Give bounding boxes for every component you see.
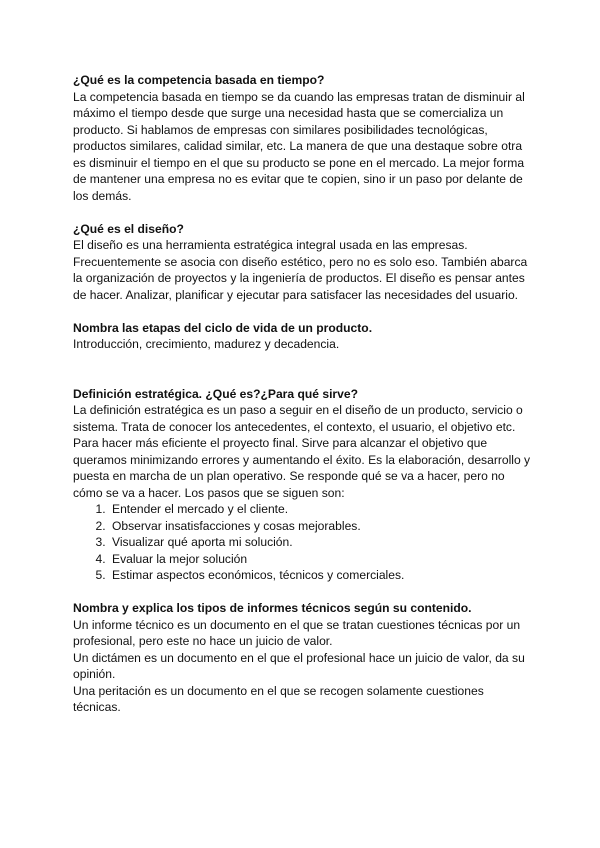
list-item: 5. Estimar aspectos económicos, técnicos y comerciales. xyxy=(109,567,533,584)
section-paragraph: Un dictámen es un documento en el que el profesional hace un juicio de valor, da su opinión. xyxy=(73,650,525,681)
section-ciclo-vida xyxy=(73,320,533,353)
section-paragraph: La competencia basada en tiempo se da cuando las empresas tratan de disminuir al máximo el tiempo desde que surge una necesidad hasta que se comercializa un producto. Si hablamos de empresas con similares posibilidades tecnológicas, productos similares, calidad similar, etc. La manera de que una destaque sobre otra es disminuir el tiempo en el que su producto se pone en el mercado. La mejor forma de mantener una empresa no es evitar que te copien, sino ir un paso por delante de los demás. xyxy=(73,89,525,203)
section-definicion-estrategica xyxy=(73,386,533,584)
section-informes-tecnicos xyxy=(73,600,533,716)
section-competencia xyxy=(73,72,533,204)
section-paragraph: La definición estratégica es un paso a seguir en el diseño de un producto, servicio o sistema. Trata de conocer los antecedentes, el contexto, el usuario, el objetivo etc. Para hacer más eficiente el proyecto final. Sirve para alcanzar el objetivo que queramos minimizando errores y aumentando el éxito. Es la elaboración, desarrollo y puesta en marcha de un plan operativo. Se responde qué se va a hacer, pero no cómo se va a hacer. Los pasos que se siguen son: xyxy=(73,403,531,500)
spacer xyxy=(73,204,533,221)
list-item: 4. Evaluar la mejor solución xyxy=(109,551,533,568)
spacer xyxy=(73,584,533,601)
section-heading: ¿Qué es el diseño? xyxy=(73,221,184,236)
document-page xyxy=(73,72,533,716)
list-item: 3. Visualizar qué aporta mi solución. xyxy=(109,534,533,551)
spacer xyxy=(73,303,533,320)
section-heading: Definición estratégica. ¿Qué es?¿Para qué sirve? xyxy=(73,386,358,401)
section-heading: Nombra las etapas del ciclo de vida de un producto. xyxy=(73,320,373,335)
section-heading: ¿Qué es la competencia basada en tiempo? xyxy=(73,73,325,87)
section-paragraph: Una peritación es un documento en el que se recogen solamente cuestiones técnicas. xyxy=(73,683,484,714)
section-paragraph: Introducción, crecimiento, madurez y decadencia. xyxy=(73,337,340,351)
section-heading: Nombra y explica los tipos de informes técnicos según su contenido. xyxy=(73,601,472,615)
steps-list xyxy=(73,501,533,584)
spacer xyxy=(73,353,533,386)
section-diseno xyxy=(73,221,533,304)
section-paragraph: El diseño es una herramienta estratégica integral usada en las empresas. Frecuentemente se asocia con diseño estético, pero no es solo eso. También abarca la organización de proyectos y la ingeniería de productos. El diseño es pensar antes de hacer. Analizar, planificar y ejecutar para satisfacer las necesidades del usuario. xyxy=(73,238,528,302)
section-paragraph: Un informe técnico es un documento en el que se tratan cuestiones técnicas por un profesional, pero este no hace un juicio de valor. xyxy=(73,617,521,648)
list-item: 1. Entender el mercado y el cliente. xyxy=(109,501,533,518)
list-item: 2. Observar insatisfacciones y cosas mejorables. xyxy=(109,518,533,535)
